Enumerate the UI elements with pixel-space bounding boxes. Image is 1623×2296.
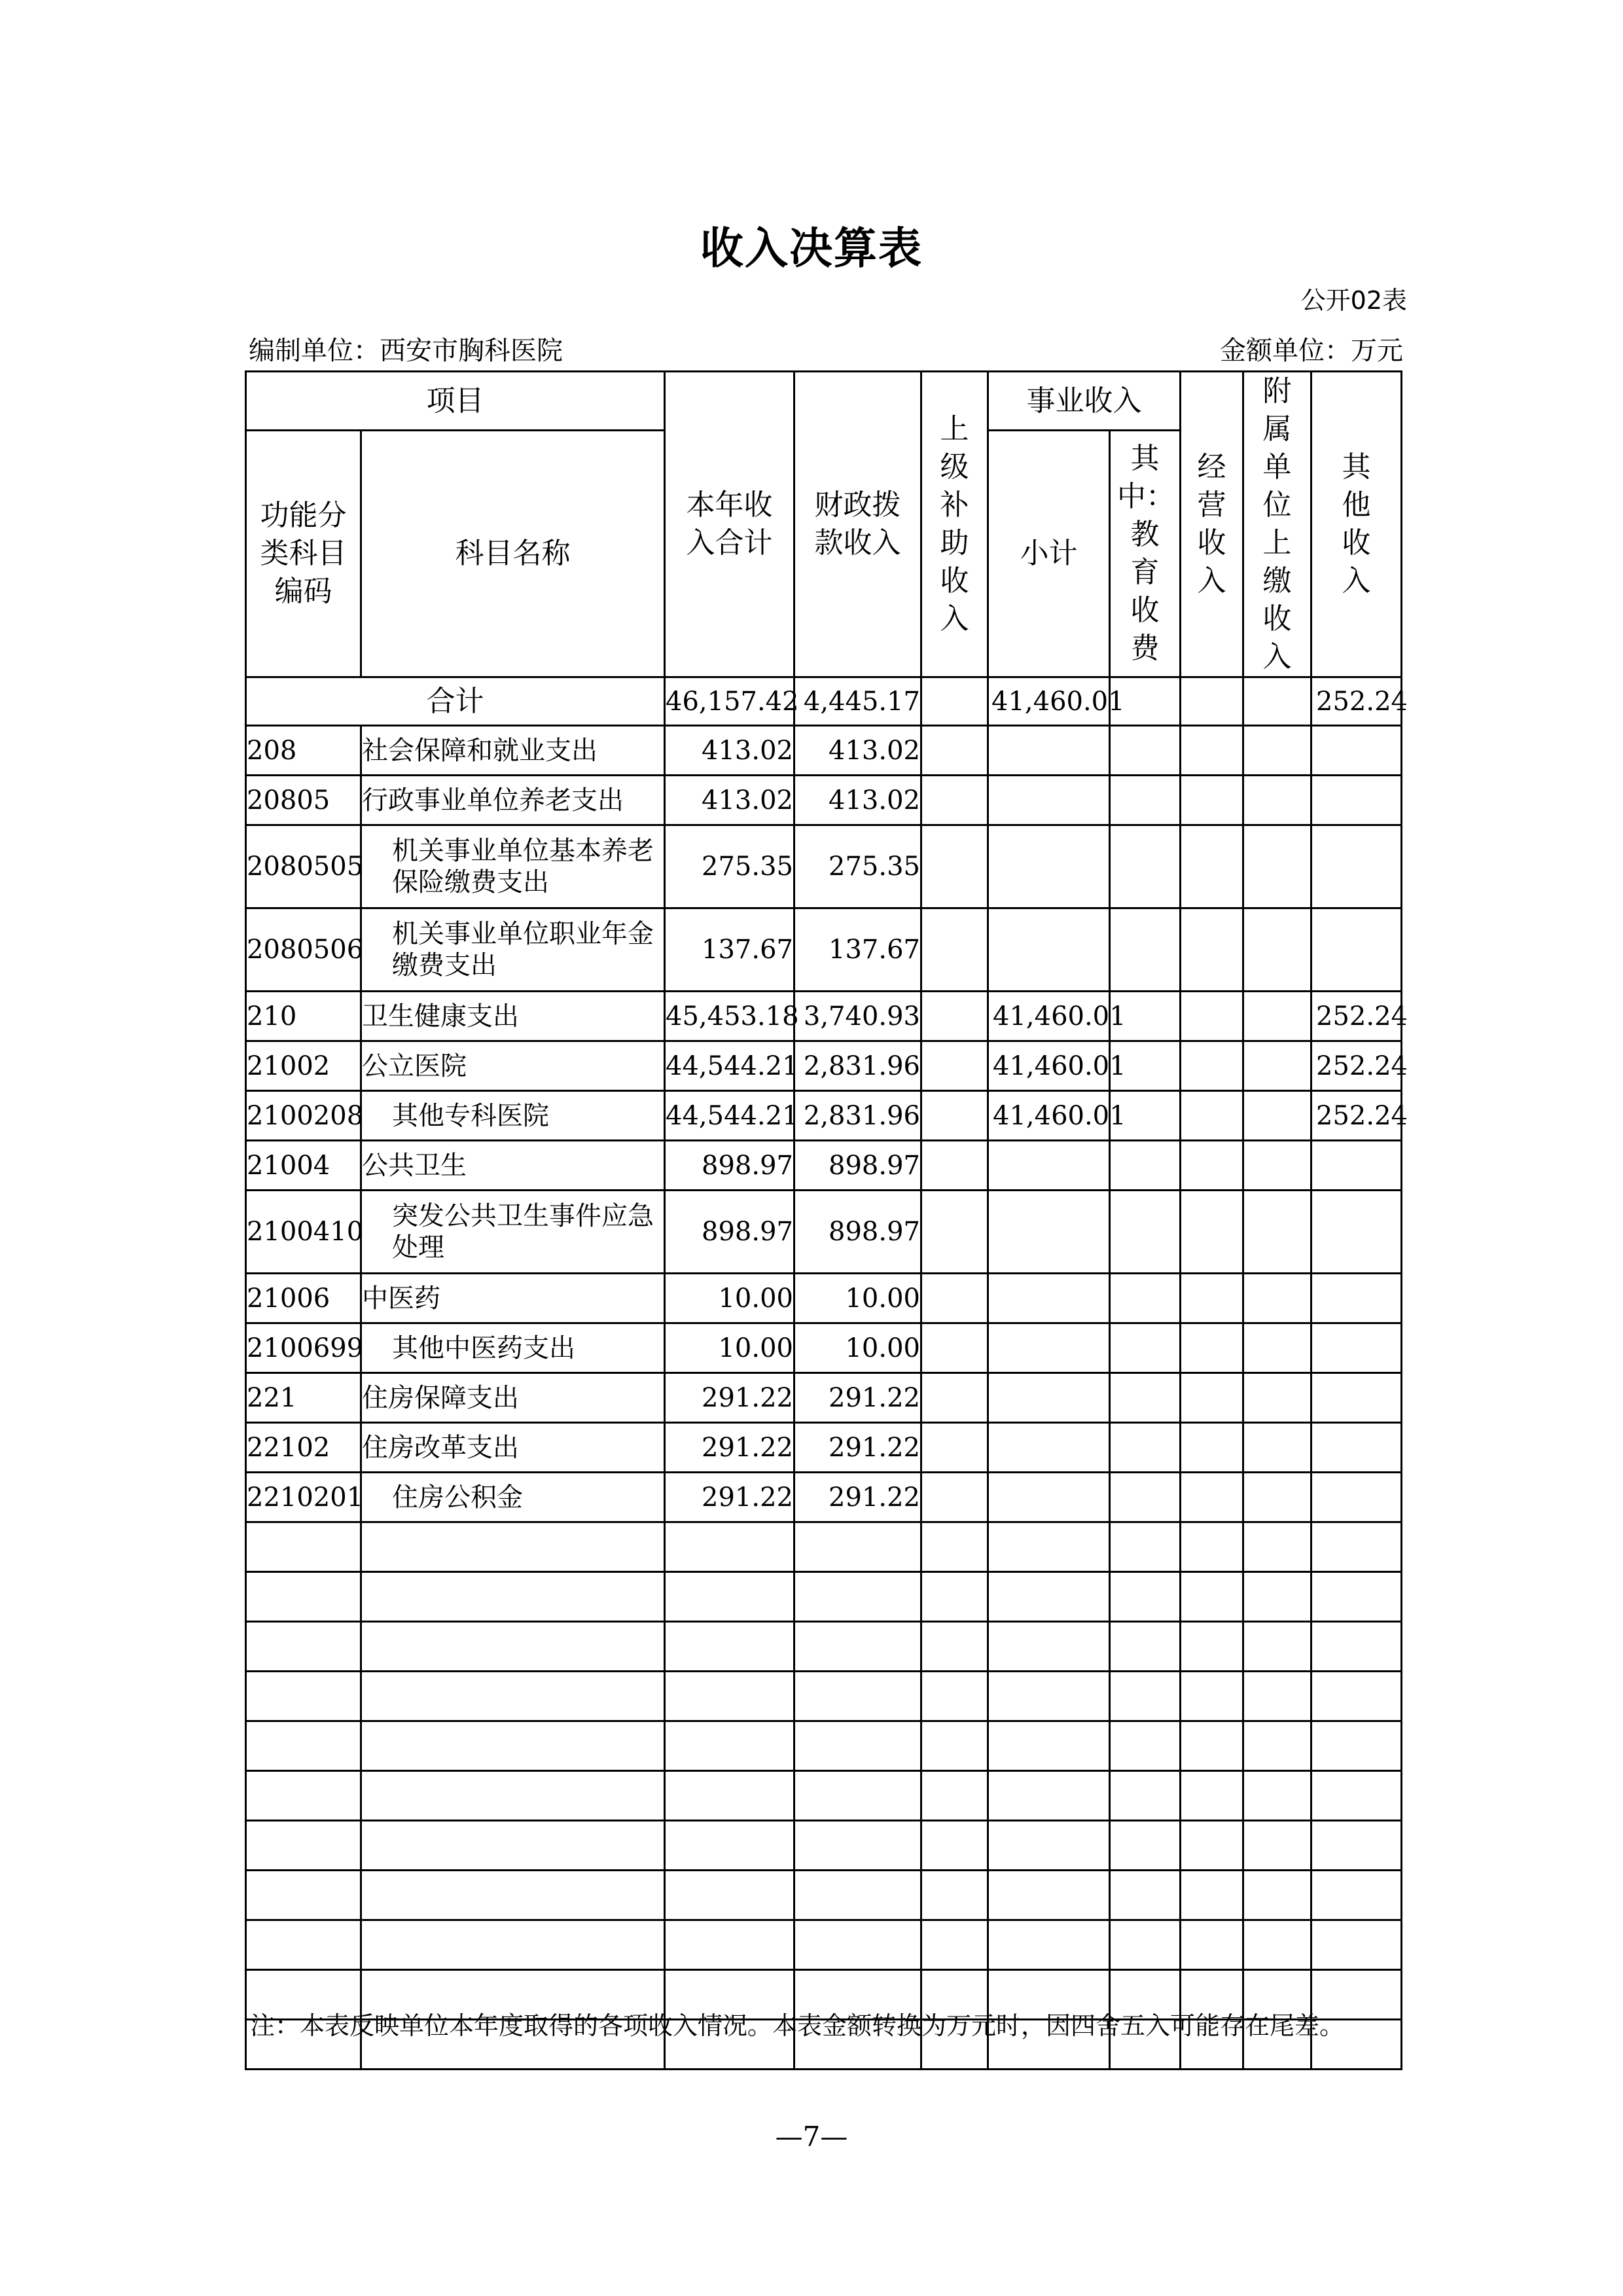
empty-cell xyxy=(361,1771,665,1821)
page-title: 收入决算表 xyxy=(700,223,923,274)
row-name: 其他专科医院 xyxy=(361,1091,665,1141)
row-other: 252.24 xyxy=(1311,1091,1402,1141)
table-row xyxy=(246,1141,1402,1191)
empty-cell xyxy=(665,1871,794,1920)
row-other xyxy=(1311,1373,1402,1423)
row-affil xyxy=(1243,825,1311,908)
organization-label: 编制单位：西安市胸科医院 xyxy=(249,336,563,366)
empty-cell xyxy=(1311,1920,1402,1970)
empty-cell xyxy=(1110,1871,1181,1920)
row-subtotal xyxy=(988,825,1110,908)
row-affil xyxy=(1243,1141,1311,1191)
row-subtotal xyxy=(988,1323,1110,1373)
empty-cell xyxy=(1311,1721,1402,1771)
header-fiscal: 财政拨款收入 xyxy=(794,372,921,677)
empty-cell xyxy=(1110,1572,1181,1622)
total-total: 46,157.42 xyxy=(665,677,794,726)
row-affil xyxy=(1243,1473,1311,1522)
table-row xyxy=(246,992,1402,1041)
empty-cell xyxy=(1311,1672,1402,1721)
row-subtotal xyxy=(988,1274,1110,1323)
row-other xyxy=(1311,908,1402,992)
row-biz xyxy=(1181,1141,1243,1191)
row-subtotal: 41,460.01 xyxy=(988,1041,1110,1091)
row-other: 252.24 xyxy=(1311,1041,1402,1091)
empty-cell xyxy=(1110,1622,1181,1672)
row-edu xyxy=(1110,1373,1181,1423)
empty-cell xyxy=(794,1821,921,1871)
row-upper xyxy=(921,1323,988,1373)
empty-cell xyxy=(921,1622,988,1672)
empty-cell xyxy=(921,1920,988,1970)
empty-cell xyxy=(1181,1920,1243,1970)
empty-cell xyxy=(921,1572,988,1622)
total-other: 252.24 xyxy=(1311,677,1402,726)
row-biz xyxy=(1181,1041,1243,1091)
header-affil: 附属单位上缴收入 xyxy=(1243,372,1311,677)
row-code: 208 xyxy=(246,726,361,776)
row-fiscal: 413.02 xyxy=(794,776,921,825)
row-biz xyxy=(1181,825,1243,908)
empty-row xyxy=(246,1522,1402,1572)
row-edu xyxy=(1110,776,1181,825)
row-fiscal: 3,740.93 xyxy=(794,992,921,1041)
row-total: 898.97 xyxy=(665,1191,794,1274)
row-code: 2100410 xyxy=(246,1191,361,1274)
empty-row xyxy=(246,1821,1402,1871)
row-total: 291.22 xyxy=(665,1473,794,1522)
row-name: 行政事业单位养老支出 xyxy=(361,776,665,825)
total-biz xyxy=(1181,677,1243,726)
empty-cell xyxy=(246,1871,361,1920)
empty-cell xyxy=(1181,1721,1243,1771)
row-other xyxy=(1311,1191,1402,1274)
total-fiscal: 4,445.17 xyxy=(794,677,921,726)
empty-cell xyxy=(1110,1721,1181,1771)
row-upper xyxy=(921,1041,988,1091)
row-name: 住房改革支出 xyxy=(361,1423,665,1473)
empty-row xyxy=(246,1622,1402,1672)
empty-cell xyxy=(1181,1622,1243,1672)
row-edu xyxy=(1110,908,1181,992)
empty-cell xyxy=(988,1920,1110,1970)
row-biz xyxy=(1181,776,1243,825)
row-biz xyxy=(1181,1423,1243,1473)
row-biz xyxy=(1181,992,1243,1041)
row-fiscal: 898.97 xyxy=(794,1141,921,1191)
row-subtotal xyxy=(988,908,1110,992)
total-label: 合计 xyxy=(246,677,665,726)
empty-cell xyxy=(361,1572,665,1622)
empty-cell xyxy=(988,1771,1110,1821)
empty-cell xyxy=(988,1821,1110,1871)
row-subtotal: 41,460.01 xyxy=(988,1091,1110,1141)
empty-cell xyxy=(665,1672,794,1721)
row-name: 其他中医药支出 xyxy=(361,1323,665,1373)
row-name: 公共卫生 xyxy=(361,1141,665,1191)
row-edu xyxy=(1110,825,1181,908)
row-fiscal: 898.97 xyxy=(794,1191,921,1274)
empty-cell xyxy=(1311,1622,1402,1672)
row-code: 221 xyxy=(246,1373,361,1423)
empty-cell xyxy=(988,1522,1110,1572)
empty-cell xyxy=(246,1522,361,1572)
empty-cell xyxy=(1243,1771,1311,1821)
row-upper xyxy=(921,825,988,908)
empty-cell xyxy=(361,1920,665,1970)
empty-cell xyxy=(246,1920,361,1970)
empty-cell xyxy=(988,1622,1110,1672)
empty-cell xyxy=(794,1672,921,1721)
row-fiscal: 291.22 xyxy=(794,1373,921,1423)
table-row xyxy=(246,1191,1402,1274)
row-name: 社会保障和就业支出 xyxy=(361,726,665,776)
row-upper xyxy=(921,1091,988,1141)
empty-cell xyxy=(246,1721,361,1771)
empty-cell xyxy=(665,1622,794,1672)
row-code: 2100699 xyxy=(246,1323,361,1373)
row-code: 2100208 xyxy=(246,1091,361,1141)
row-subtotal xyxy=(988,1373,1110,1423)
row-subtotal xyxy=(988,726,1110,776)
row-fiscal: 137.67 xyxy=(794,908,921,992)
empty-cell xyxy=(988,1721,1110,1771)
empty-cell xyxy=(1243,1821,1311,1871)
empty-cell xyxy=(921,1871,988,1920)
row-code: 2080506 xyxy=(246,908,361,992)
total-row xyxy=(246,677,1402,726)
row-code: 2210201 xyxy=(246,1473,361,1522)
row-affil xyxy=(1243,726,1311,776)
row-affil xyxy=(1243,1373,1311,1423)
empty-cell xyxy=(361,1871,665,1920)
row-fiscal: 275.35 xyxy=(794,825,921,908)
row-upper xyxy=(921,1141,988,1191)
row-total: 898.97 xyxy=(665,1141,794,1191)
empty-cell xyxy=(1110,1920,1181,1970)
row-code: 21004 xyxy=(246,1141,361,1191)
row-affil xyxy=(1243,1423,1311,1473)
header-biz: 经营收入 xyxy=(1181,372,1243,677)
row-biz xyxy=(1181,1191,1243,1274)
empty-cell xyxy=(921,1721,988,1771)
row-edu xyxy=(1110,1423,1181,1473)
row-other xyxy=(1311,1423,1402,1473)
row-upper xyxy=(921,1423,988,1473)
row-total: 10.00 xyxy=(665,1274,794,1323)
unit-label: 金额单位：万元 xyxy=(1220,336,1403,366)
table-row xyxy=(246,1041,1402,1091)
footnote: 注：本表反映单位本年度取得的各项收入情况。本表金额转换为万元时，因四舍五入可能存在尾差。 xyxy=(250,2011,1345,2040)
row-fiscal: 10.00 xyxy=(794,1323,921,1373)
empty-cell xyxy=(1181,1522,1243,1572)
empty-cell xyxy=(361,1522,665,1572)
row-fiscal: 413.02 xyxy=(794,726,921,776)
empty-cell xyxy=(1243,1522,1311,1572)
row-edu xyxy=(1110,1323,1181,1373)
page-number: —7— xyxy=(775,2121,848,2153)
row-subtotal xyxy=(988,1473,1110,1522)
row-affil xyxy=(1243,1323,1311,1373)
row-name: 住房保障支出 xyxy=(361,1373,665,1423)
table-row xyxy=(246,1323,1402,1373)
row-affil xyxy=(1243,776,1311,825)
row-biz xyxy=(1181,1091,1243,1141)
total-upper xyxy=(921,677,988,726)
empty-cell xyxy=(1243,1672,1311,1721)
empty-cell xyxy=(794,1622,921,1672)
empty-cell xyxy=(1311,1572,1402,1622)
empty-cell xyxy=(921,1522,988,1572)
empty-cell xyxy=(988,1572,1110,1622)
row-name: 机关事业单位职业年金缴费支出 xyxy=(361,908,665,992)
empty-cell xyxy=(665,1771,794,1821)
header-subtotal: 小计 xyxy=(988,431,1110,677)
row-name: 住房公积金 xyxy=(361,1473,665,1522)
row-affil xyxy=(1243,1274,1311,1323)
empty-cell xyxy=(1243,1721,1311,1771)
row-subtotal: 41,460.01 xyxy=(988,992,1110,1041)
empty-cell xyxy=(1181,1821,1243,1871)
empty-cell xyxy=(794,1920,921,1970)
row-biz xyxy=(1181,1274,1243,1323)
row-total: 10.00 xyxy=(665,1323,794,1373)
row-fiscal: 2,831.96 xyxy=(794,1041,921,1091)
empty-cell xyxy=(1181,1572,1243,1622)
row-total: 413.02 xyxy=(665,726,794,776)
empty-row xyxy=(246,1572,1402,1622)
row-upper xyxy=(921,1373,988,1423)
row-subtotal xyxy=(988,776,1110,825)
empty-cell xyxy=(988,1672,1110,1721)
empty-cell xyxy=(1181,1871,1243,1920)
row-fiscal: 291.22 xyxy=(794,1473,921,1522)
row-other xyxy=(1311,1274,1402,1323)
empty-cell xyxy=(246,1622,361,1672)
row-affil xyxy=(1243,908,1311,992)
empty-cell xyxy=(1311,1821,1402,1871)
row-edu xyxy=(1110,726,1181,776)
empty-cell xyxy=(794,1871,921,1920)
row-other xyxy=(1311,1473,1402,1522)
row-total: 45,453.18 xyxy=(665,992,794,1041)
header-total: 本年收入合计 xyxy=(665,372,794,677)
row-other: 252.24 xyxy=(1311,992,1402,1041)
empty-cell xyxy=(665,1522,794,1572)
table-row xyxy=(246,1423,1402,1473)
row-upper xyxy=(921,776,988,825)
empty-cell xyxy=(361,1821,665,1871)
row-edu xyxy=(1110,1191,1181,1274)
row-subtotal xyxy=(988,1141,1110,1191)
row-biz xyxy=(1181,908,1243,992)
empty-cell xyxy=(1243,1572,1311,1622)
empty-cell xyxy=(1243,1871,1311,1920)
row-name: 中医药 xyxy=(361,1274,665,1323)
row-code: 21006 xyxy=(246,1274,361,1323)
empty-cell xyxy=(921,1672,988,1721)
row-upper xyxy=(921,1274,988,1323)
row-code: 2080505 xyxy=(246,825,361,908)
empty-cell xyxy=(246,1572,361,1622)
row-total: 137.67 xyxy=(665,908,794,992)
row-other xyxy=(1311,776,1402,825)
table-row xyxy=(246,1373,1402,1423)
row-total: 291.22 xyxy=(665,1373,794,1423)
empty-cell xyxy=(1311,1771,1402,1821)
empty-cell xyxy=(1243,1920,1311,1970)
row-biz xyxy=(1181,1473,1243,1522)
row-total: 44,544.21 xyxy=(665,1091,794,1141)
row-name: 公立医院 xyxy=(361,1041,665,1091)
total-affil xyxy=(1243,677,1311,726)
empty-row xyxy=(246,1672,1402,1721)
row-total: 275.35 xyxy=(665,825,794,908)
table-row xyxy=(246,1473,1402,1522)
header-career: 事业收入 xyxy=(988,372,1181,431)
income-table xyxy=(245,370,1408,2070)
empty-cell xyxy=(794,1572,921,1622)
row-other xyxy=(1311,726,1402,776)
row-fiscal: 2,831.96 xyxy=(794,1091,921,1141)
header-other: 其他收入 xyxy=(1311,372,1402,677)
empty-cell xyxy=(921,1821,988,1871)
empty-cell xyxy=(665,1572,794,1622)
row-other xyxy=(1311,1323,1402,1373)
row-upper xyxy=(921,992,988,1041)
empty-row xyxy=(246,1771,1402,1821)
empty-cell xyxy=(921,1771,988,1821)
row-affil xyxy=(1243,1041,1311,1091)
row-fiscal: 291.22 xyxy=(794,1423,921,1473)
empty-cell xyxy=(246,1672,361,1721)
row-affil xyxy=(1243,1191,1311,1274)
empty-cell xyxy=(361,1672,665,1721)
empty-cell xyxy=(794,1771,921,1821)
table-row xyxy=(246,726,1402,776)
empty-cell xyxy=(246,1771,361,1821)
empty-cell xyxy=(794,1721,921,1771)
row-edu xyxy=(1110,1274,1181,1323)
table-row xyxy=(246,825,1402,908)
row-code: 22102 xyxy=(246,1423,361,1473)
empty-row xyxy=(246,1871,1402,1920)
row-biz xyxy=(1181,1373,1243,1423)
table-row xyxy=(246,908,1402,992)
row-name: 机关事业单位基本养老保险缴费支出 xyxy=(361,825,665,908)
row-other xyxy=(1311,1141,1402,1191)
row-upper xyxy=(921,1473,988,1522)
row-biz xyxy=(1181,1323,1243,1373)
row-affil xyxy=(1243,992,1311,1041)
header-code: 功能分类科目编码 xyxy=(246,431,361,677)
empty-row xyxy=(246,1721,1402,1771)
empty-cell xyxy=(1181,1672,1243,1721)
row-total: 291.22 xyxy=(665,1423,794,1473)
row-upper xyxy=(921,1191,988,1274)
header-name: 科目名称 xyxy=(361,431,665,677)
row-total: 44,544.21 xyxy=(665,1041,794,1091)
empty-cell xyxy=(665,1920,794,1970)
empty-cell xyxy=(1311,1522,1402,1572)
header-item: 项目 xyxy=(246,372,665,431)
row-code: 210 xyxy=(246,992,361,1041)
empty-cell xyxy=(1311,1871,1402,1920)
row-subtotal xyxy=(988,1191,1110,1274)
row-other xyxy=(1311,825,1402,908)
row-edu xyxy=(1110,1473,1181,1522)
table-row xyxy=(246,1091,1402,1141)
empty-cell xyxy=(988,1871,1110,1920)
empty-cell xyxy=(1110,1522,1181,1572)
row-biz xyxy=(1181,726,1243,776)
row-affil xyxy=(1243,1091,1311,1141)
header-edu: 其中：教育收费 xyxy=(1110,431,1181,677)
table-number: 公开02表 xyxy=(1300,286,1407,315)
table-row xyxy=(246,1274,1402,1323)
empty-cell xyxy=(1243,1622,1311,1672)
empty-cell xyxy=(361,1622,665,1672)
empty-cell xyxy=(246,1821,361,1871)
empty-cell xyxy=(665,1821,794,1871)
empty-cell xyxy=(665,1721,794,1771)
row-subtotal xyxy=(988,1423,1110,1473)
empty-cell xyxy=(794,1522,921,1572)
empty-cell xyxy=(361,1721,665,1771)
row-upper xyxy=(921,908,988,992)
total-subtotal: 41,460.01 xyxy=(988,677,1110,726)
empty-cell xyxy=(1110,1771,1181,1821)
row-name: 卫生健康支出 xyxy=(361,992,665,1041)
empty-row xyxy=(246,1920,1402,1970)
row-code: 20805 xyxy=(246,776,361,825)
row-total: 413.02 xyxy=(665,776,794,825)
header-upper: 上级补助收入 xyxy=(921,372,988,677)
row-code: 21002 xyxy=(246,1041,361,1091)
empty-cell xyxy=(1181,1771,1243,1821)
row-fiscal: 10.00 xyxy=(794,1274,921,1323)
empty-cell xyxy=(1110,1821,1181,1871)
table-row xyxy=(246,776,1402,825)
row-edu xyxy=(1110,1141,1181,1191)
row-upper xyxy=(921,726,988,776)
empty-cell xyxy=(1110,1672,1181,1721)
row-name: 突发公共卫生事件应急处理 xyxy=(361,1191,665,1274)
